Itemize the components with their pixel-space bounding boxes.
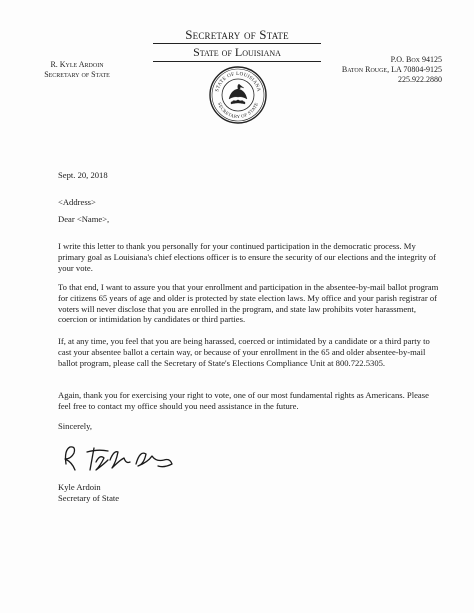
po-box: P.O. Box 94125 (390, 55, 442, 64)
phone-number: 225.922.2880 (398, 75, 442, 84)
header-rule-bottom (153, 61, 321, 62)
official-name: R. Kyle Ardoin (50, 60, 104, 69)
office-state: State of Louisiana (193, 45, 281, 59)
seal-top-text: STATE OF LOUISIANA (215, 71, 261, 93)
letter-date: Sept. 20, 2018 (58, 170, 108, 180)
pelican-emblem (229, 84, 247, 104)
official-title: Secretary of State (44, 70, 110, 79)
salutation: Dear <Name>, (58, 214, 110, 224)
paragraph-3: If, at any time, you feel that you are being harassed, coerced or intimidated by a candidate or a third party to cast your absentee ballot a certain way, or because of your enrollment in the 65 and older absentee-by-mail ballot program, please call the Secretary of State's Elections Compliance Unit at 800.722.5305. (58, 336, 430, 368)
header-rule-top (153, 43, 321, 44)
paragraph-2: To that end, I want to assure you that your enrollment and participation in the absentee-by-mail ballot program for citizens 65 years of age and older is protected by state election laws. My office and your parish registrar of voters will never disclose that you are enrolled in the program, and state law prohibits voter harassment, coercion or intimidation by candidates or third parties. (58, 282, 439, 325)
contact-block (322, 55, 442, 85)
seal-bottom-text: SECRETARY OF STATE (216, 101, 260, 120)
official-block (22, 60, 132, 80)
state-seal-icon (209, 66, 267, 124)
closing: Sincerely, (58, 421, 93, 431)
handwritten-signature (60, 440, 190, 476)
recipient-address: <Address> (58, 197, 96, 207)
office-name: Secretary of State (185, 27, 289, 42)
signer-name: Kyle Ardoin (58, 482, 101, 492)
signer-title: Secretary of State (58, 493, 120, 503)
city-address: Baton Rouge, LA 70804-9125 (341, 65, 442, 74)
paragraph-4: Again, thank you for exercising your right to vote, one of our most fundamental rights as Americans. Please feel free to contact my office should you need assistance in the future. (58, 390, 429, 411)
paragraph-1: I write this letter to thank you personally for your continued participation in the democratic process. My primary goal as Louisiana's chief elections officer is to ensure the security of our elections and the integrity of your vote. (58, 241, 436, 273)
